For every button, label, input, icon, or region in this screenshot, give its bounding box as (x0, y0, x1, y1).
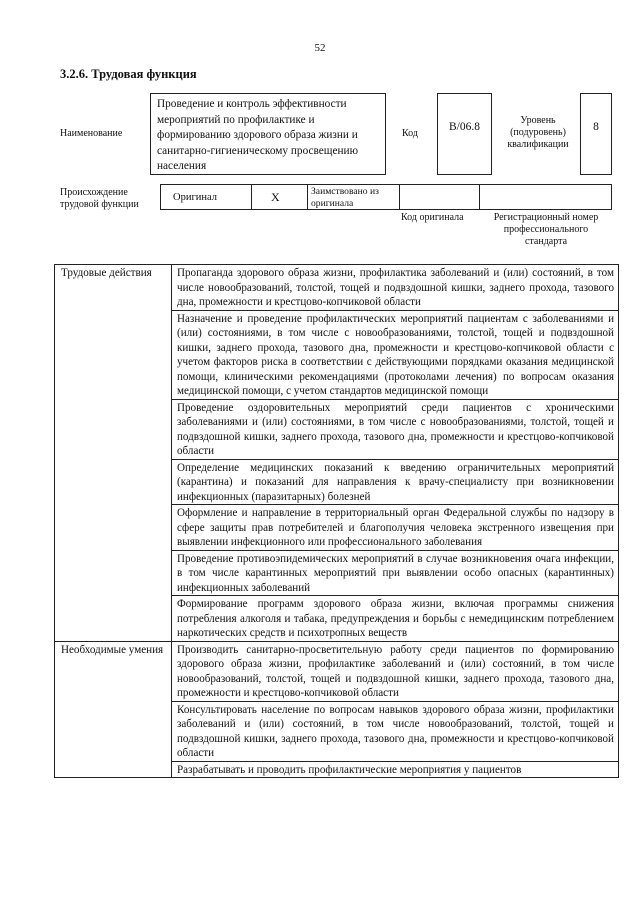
page-number: 52 (314, 42, 326, 54)
skill-text: Производить санитарно-просветительную работу среди пациентов по формированию здорового образа жизни, профилактике заболеваний и (или) состояний, в том числе новообразований, толстой, тощей и подвздошной кишки, заднего прохода, тазового дна, промежности и крестцово-копчиковой области (172, 641, 619, 701)
labor-action-text: Проведение оздоровительных мероприятий среди пациентов с хроническими заболеваниями и (или) состояниями, в том числе с новообразованиями, толстой, тощей и подвздошной кишки, заднего прохода, тазового дна, промежности и крестцово-копчиковой области (172, 399, 619, 459)
origin-label: Происхождение трудовой функции (60, 187, 139, 210)
qualification-level-box: 8 (580, 93, 612, 175)
section-title: 3.2.6. Трудовая функция (60, 67, 197, 81)
code-value-box: B/06.8 (437, 93, 492, 175)
code-label: Код (402, 128, 418, 139)
labor-action-text: Определение медицинских показаний к введению ограничительных мероприятий (карантина) и показаний для направления к врачу-специалисту при возникновении инфекционных (паразитарных) болезней (172, 459, 619, 505)
original-mark: X (271, 190, 280, 204)
labor-action-text: Проведение противоэпидемических мероприятий в случае возникновения очага инфекции, в том числе карантинных мероприятий при выявлении особо опасных (карантинных) инфекционных заболеваний (172, 550, 619, 596)
skill-text: Разрабатывать и проводить профилактические мероприятия у пациентов (172, 761, 619, 778)
row-label-labor-actions: Трудовые действия (55, 265, 172, 642)
function-name-box: Проведение и контроль эффективности мероприятий по профилактике и формированию здорового образа жизни и санитарно-гигиеническому просвещению населения (150, 93, 386, 175)
origin-table (160, 184, 612, 210)
registration-number-caption: Регистрационный номер профессионального стандарта (493, 212, 599, 247)
labor-action-text: Пропаганда здорового образа жизни, профилактика заболеваний и (или) состояний, в том числе новообразований, толстой, тощей и подвздошной кишки, заднего прохода, тазового дна, промежности и крестцово-копчиковой области (172, 265, 619, 311)
qualification-level-label: Уровень (подуровень) квалификации (507, 115, 569, 150)
labor-action-text: Назначение и проведение профилактических мероприятий пациентам с заболеваниями и (или) состояниями, в том числе с новообразованиями, толстой, тощей и подвздошной кишки, заднего прохода, тазового дна, промежности и крестцово-копчиковой области с учетом факторов риска в соответствии с действующими порядками оказания медицинской помощи, клиническими рекомендациями (протоколами лечения) по вопросам оказания медицинской помощи, с учетом стандартов медицинской помощи (172, 310, 619, 399)
skill-text: Консультировать население по вопросам навыков здорового образа жизни, профилактики заболеваний и (или) состояний, в том числе новообразований, толстой, тощей и подвздошной кишки, заднего прохода, тазового дна, промежности и крестцово-копчиковой области (172, 701, 619, 761)
borrowed-label: Заимствовано из оригинала (311, 186, 379, 209)
name-label: Наименование (60, 128, 123, 139)
labor-function-table (54, 264, 619, 778)
labor-action-text: Оформление и направление в территориальный орган Федеральной службы по надзору в сфере защиты прав потребителей и благополучия человека экстренного извещения при выявлении инфекционного или профессионального заболевания (172, 505, 619, 551)
labor-action-text: Формирование программ здорового образа жизни, включая программы снижения потребления алкоголя и табака, предупреждения и борьбы с немедицинским потреблением наркотических средств и психотропных веществ (172, 596, 619, 642)
original-label: Оригинал (173, 192, 217, 203)
table-row (55, 265, 619, 311)
table-row (55, 641, 619, 701)
row-label-required-skills: Необходимые умения (55, 641, 172, 778)
code-original-caption: Код оригинала (401, 212, 464, 223)
